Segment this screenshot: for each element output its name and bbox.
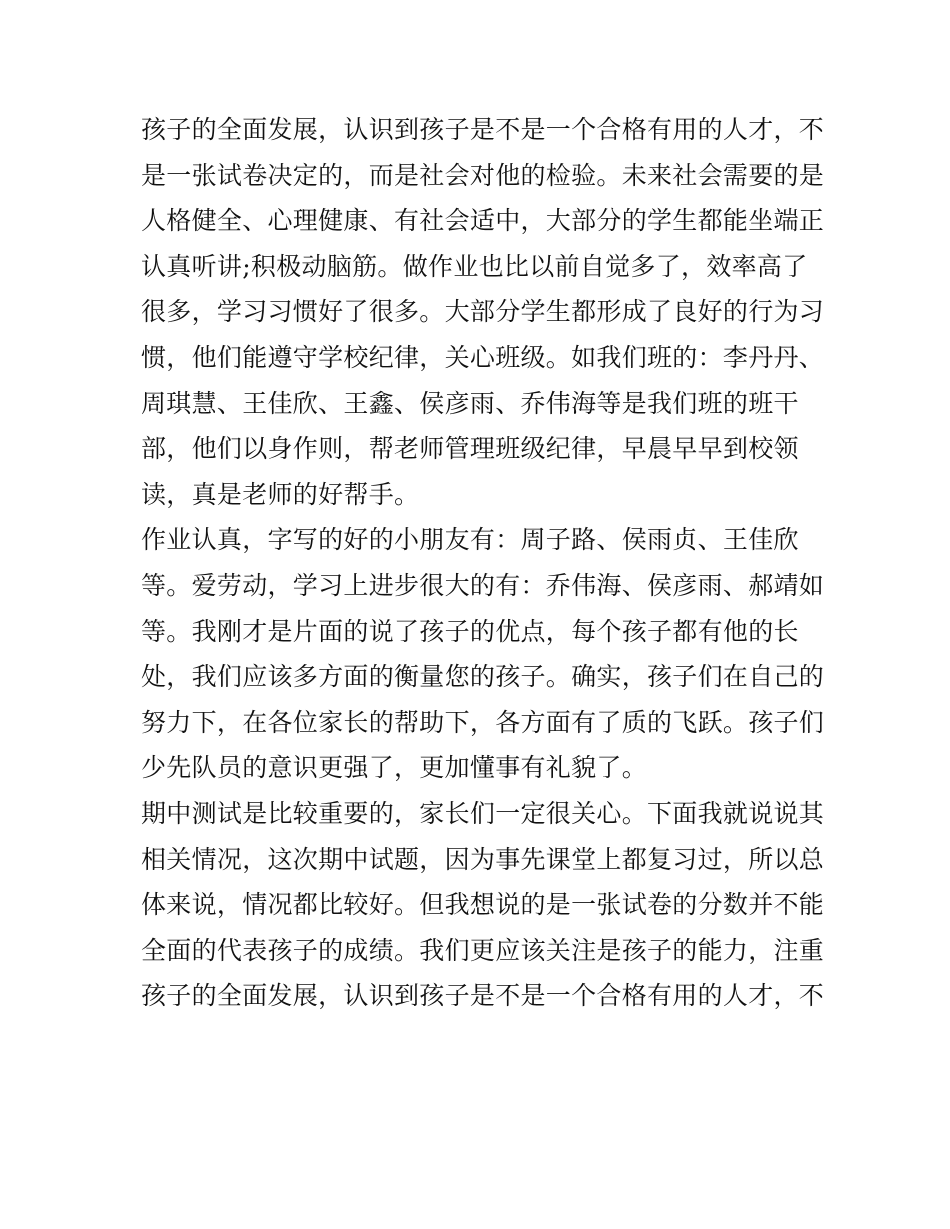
text-line: 等。爱劳动，学习上进步很大的有：乔伟海、侯彦雨、郝靖如 (141, 570, 825, 600)
text-line: 体来说，情况都比较好。但我想说的是一张试卷的分数并不能 (141, 890, 825, 920)
text-line: 等。我刚才是片面的说了孩子的优点，每个孩子都有他的长 (141, 616, 799, 646)
text-line: 作业认真，字写的好的小朋友有：周子路、侯雨贞、王佳欣 (141, 525, 799, 555)
document-body (141, 107, 825, 1019)
text-line: 是一张试卷决定的，而是社会对他的检验。未来社会需要的是 (141, 160, 825, 190)
text-line: 期中测试是比较重要的，家长们一定很关心。下面我就说说其 (141, 798, 825, 828)
text-line: 处，我们应该多方面的衡量您的孩子。确实，孩子们在自己的 (141, 662, 825, 692)
text-line: 周琪慧、王佳欣、王鑫、侯彦雨、乔伟海等是我们班的班干 (141, 388, 799, 418)
text-line: 人格健全、心理健康、有社会适中，大部分的学生都能坐端正 (141, 206, 825, 236)
text-line: 全面的代表孩子的成绩。我们更应该关注是孩子的能力，注重 (141, 935, 825, 965)
text-line: 惯，他们能遵守学校纪律，关心班级。如我们班的：李丹丹、 (141, 342, 825, 372)
text-line: 读，真是老师的好帮手。 (141, 479, 420, 509)
text-line: 认真听讲;积极动脑筋。做作业也比以前自觉多了，效率高了 (141, 251, 808, 281)
text-line: 少先队员的意识更强了，更加懂事有礼貌了。 (141, 753, 648, 783)
text-line: 很多，学习习惯好了很多。大部分学生都形成了良好的行为习 (141, 297, 825, 327)
text-line: 相关情况，这次期中试题，因为事先课堂上都复习过，所以总 (141, 844, 825, 874)
text-line: 努力下，在各位家长的帮助下，各方面有了质的飞跃。孩子们 (141, 707, 825, 737)
text-line: 部，他们以身作则，帮老师管理班级纪律，早晨早早到校领 (141, 434, 799, 464)
text-line: 孩子的全面发展，认识到孩子是不是一个合格有用的人才，不 (141, 981, 825, 1011)
text-line: 孩子的全面发展，认识到孩子是不是一个合格有用的人才，不 (141, 115, 825, 144)
